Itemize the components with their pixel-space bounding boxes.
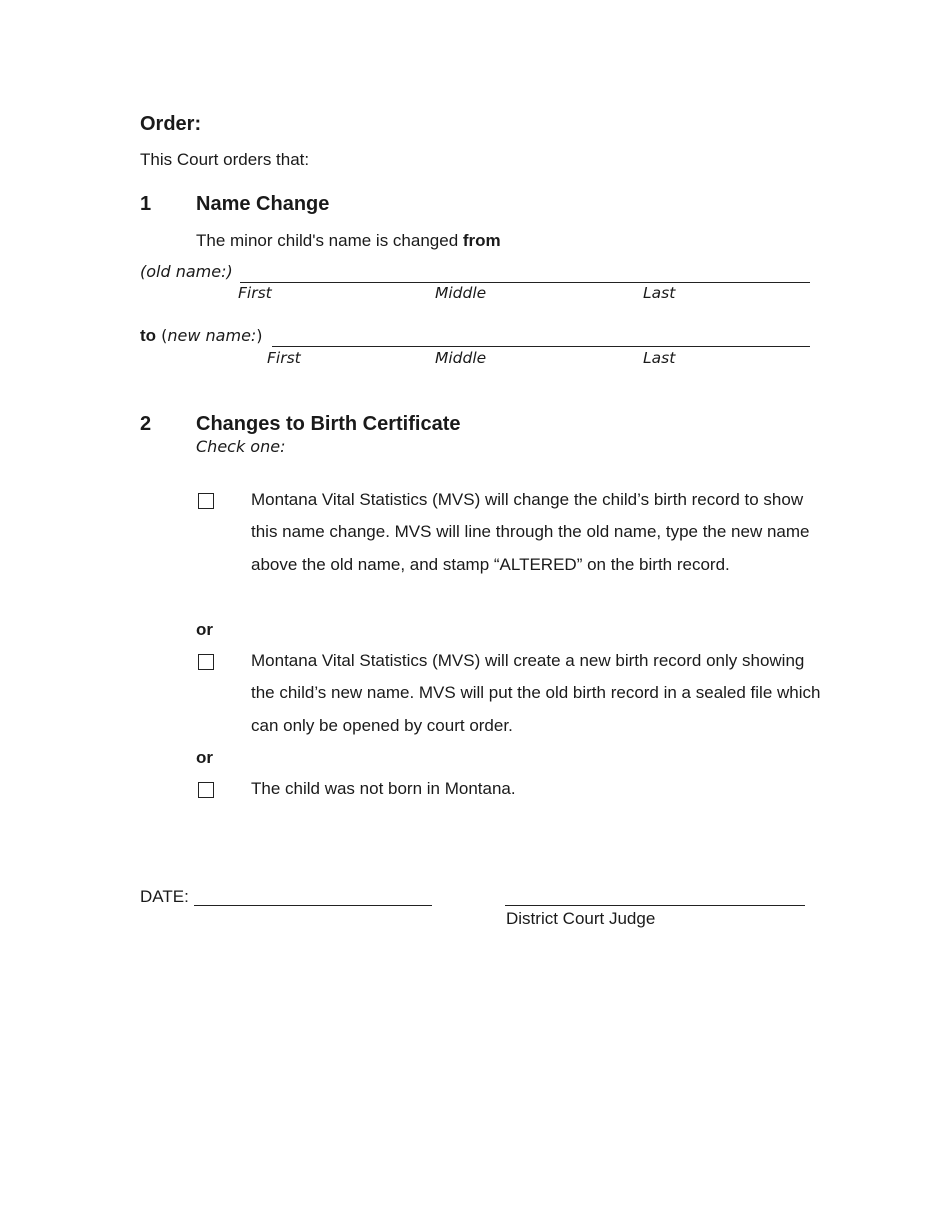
date-field[interactable]	[194, 905, 432, 906]
old-name-first-caption: First	[238, 284, 272, 302]
new-name-close-paren: )	[256, 326, 263, 345]
new-name-field[interactable]	[272, 346, 810, 347]
option-change-record-text: Montana Vital Statistics (MVS) will change the child’s birth record to show this name change. MVS will line through the old name, type the new name above the old name, and stamp “ALTERED” on the birth record.	[251, 490, 810, 574]
new-name-open-paren: (	[156, 326, 168, 345]
new-name-label-text: new name:	[167, 326, 257, 345]
check-one-instruction: Check one:	[196, 437, 286, 456]
name-change-statement	[196, 231, 501, 251]
new-name-last-caption: Last	[643, 349, 676, 367]
section-2-number: 2	[140, 413, 152, 435]
to-word: to	[140, 326, 157, 345]
new-name-label	[140, 326, 263, 346]
old-name-field[interactable]	[240, 282, 810, 283]
new-name-middle-caption: Middle	[435, 349, 487, 367]
order-heading: Order:	[140, 113, 202, 135]
old-name-label: (old name:)	[140, 262, 233, 281]
option-not-born-montana-checkbox[interactable]	[198, 782, 214, 798]
order-intro: This Court orders that:	[140, 150, 310, 169]
old-name-last-caption: Last	[643, 284, 676, 302]
judge-label: District Court Judge	[506, 909, 656, 928]
option-new-record-text: Montana Vital Statistics (MVS) will create a new birth record only showing the child’s new name. MVS will put the old birth record in a sealed file which can only be opened by court order.	[251, 651, 821, 735]
option-new-record-checkbox[interactable]	[198, 654, 214, 670]
judge-signature-line[interactable]	[505, 905, 805, 906]
option-not-born-montana-text: The child was not born in Montana.	[251, 779, 516, 798]
option-change-record-checkbox[interactable]	[198, 493, 214, 509]
name-change-statement-text: The minor child's name is changed	[196, 231, 463, 250]
section-1-number: 1	[140, 193, 152, 215]
or-separator-1: or	[196, 620, 213, 639]
old-name-middle-caption: Middle	[435, 284, 487, 302]
section-1-title: Name Change	[196, 193, 330, 215]
from-word: from	[462, 231, 501, 250]
section-2-title: Changes to Birth Certificate	[196, 413, 461, 435]
new-name-first-caption: First	[267, 349, 301, 367]
date-label: DATE:	[140, 887, 189, 906]
or-separator-2: or	[196, 748, 213, 767]
